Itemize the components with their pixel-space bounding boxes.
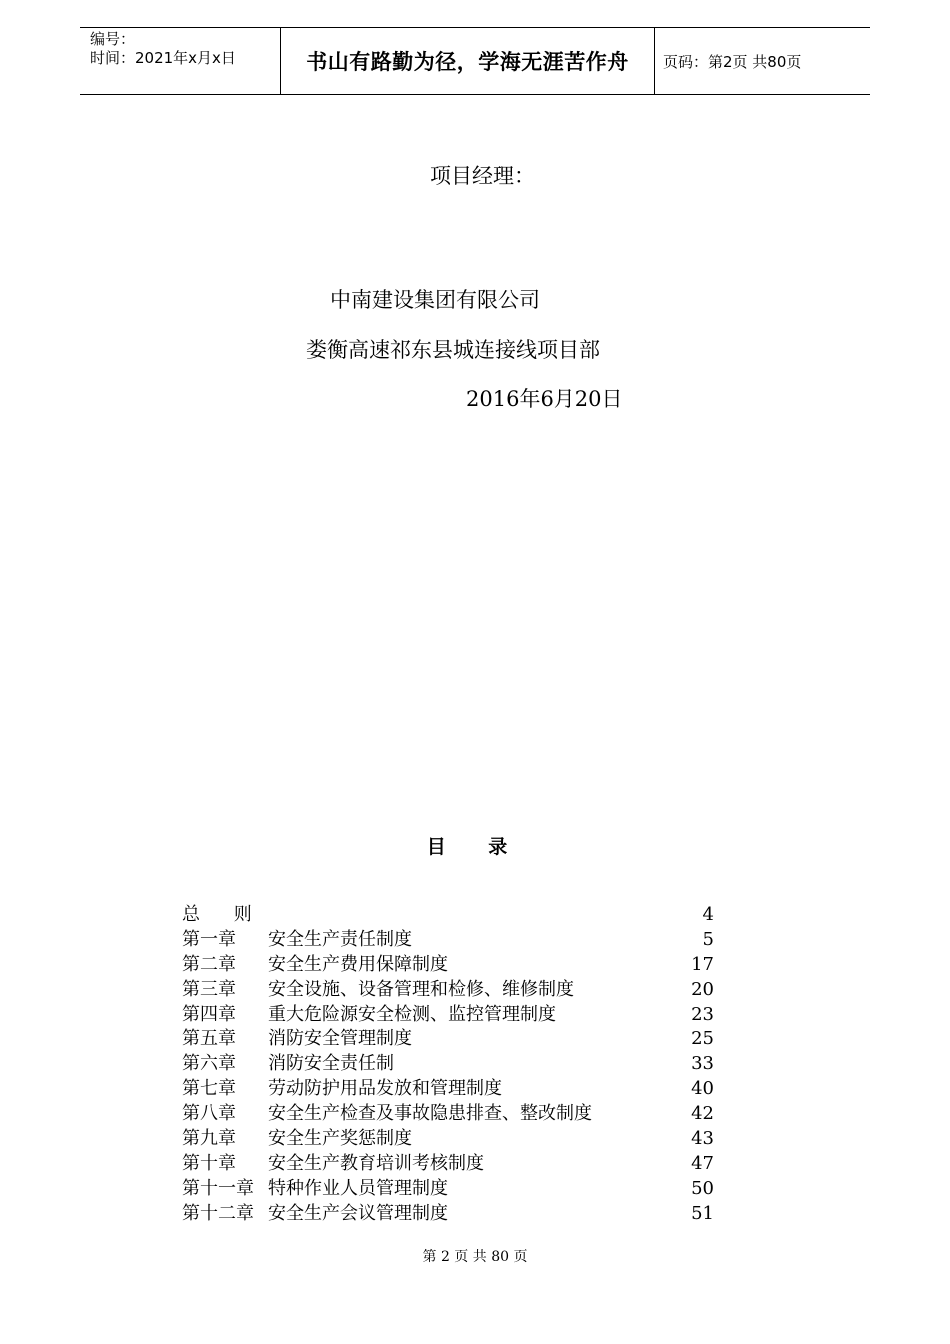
- toc-chapter: 第十二章: [182, 1202, 254, 1224]
- toc-page-number: 4: [702, 904, 714, 925]
- toc-chapter-name: 安全设施、设备管理和检修、维修制度: [268, 978, 574, 1000]
- toc-page-number: 51: [691, 1202, 714, 1224]
- toc-entry[interactable]: [182, 1077, 714, 1102]
- toc-entry[interactable]: [182, 903, 714, 928]
- toc-chapter-name: 安全生产奖惩制度: [268, 1128, 412, 1150]
- time-label: 时间：2021年x月x日: [90, 49, 236, 67]
- page-header: [80, 27, 870, 95]
- toc-chapter-name: 安全生产检查及事故隐患排查、整改制度: [268, 1103, 592, 1125]
- company-name: 中南建设集团有限公司: [330, 288, 540, 312]
- toc-page-number: 25: [691, 1028, 714, 1050]
- toc-entry[interactable]: [182, 953, 714, 978]
- toc-chapter: 第七章: [182, 1078, 236, 1100]
- toc-chapter: 第九章: [182, 1128, 236, 1150]
- toc-page-number: 17: [691, 953, 714, 975]
- toc-page-number: 5: [702, 928, 714, 950]
- toc-chapter-name: 消防安全管理制度: [268, 1028, 412, 1050]
- header-meta: [80, 28, 281, 94]
- toc-chapter-name: 劳动防护用品发放和管理制度: [268, 1078, 502, 1100]
- header-page-code: 页码：第2页 共80页: [663, 52, 802, 71]
- toc-entry[interactable]: [182, 1152, 714, 1177]
- project-manager-label: 项目经理：: [430, 164, 535, 188]
- toc-chapter: 第三章: [182, 978, 236, 1000]
- toc-entry[interactable]: [182, 1003, 714, 1028]
- toc-page-number: 50: [691, 1177, 714, 1199]
- toc-chapter: 总 则: [182, 904, 266, 925]
- toc-page-number: 20: [691, 978, 714, 1000]
- toc-entry[interactable]: [182, 978, 714, 1003]
- toc-chapter-name: 安全生产费用保障制度: [268, 953, 448, 975]
- toc-chapter: 第二章: [182, 953, 236, 975]
- toc-page-number: 40: [691, 1078, 714, 1100]
- page-footer: 第 2 页 共 80 页: [422, 1249, 528, 1265]
- toc-chapter: 第十一章: [182, 1177, 254, 1199]
- toc-entry[interactable]: [182, 928, 714, 953]
- toc-chapter-name: 安全生产责任制度: [268, 928, 412, 950]
- toc-chapter-name: 重大危险源安全检测、监控管理制度: [268, 1003, 556, 1025]
- document-date: 2016年6月20日: [466, 387, 623, 411]
- toc-page-number: 23: [691, 1003, 714, 1025]
- toc-chapter: 第六章: [182, 1053, 236, 1075]
- toc-chapter: 第一章: [182, 928, 236, 950]
- table-of-contents: [182, 903, 714, 1227]
- toc-page-number: 33: [691, 1053, 714, 1075]
- toc-chapter: 第十章: [182, 1152, 236, 1174]
- toc-entry[interactable]: [182, 1202, 714, 1227]
- toc-page-number: 42: [691, 1103, 714, 1125]
- toc-chapter: 第八章: [182, 1103, 236, 1125]
- toc-chapter-name: 安全生产会议管理制度: [268, 1202, 448, 1224]
- toc-chapter: 第五章: [182, 1028, 236, 1050]
- toc-chapter-name: 特种作业人员管理制度: [268, 1177, 448, 1199]
- toc-entry[interactable]: [182, 1102, 714, 1127]
- toc-entry[interactable]: [182, 1177, 714, 1202]
- toc-chapter-name: 消防安全责任制: [268, 1053, 394, 1075]
- toc-page-number: 47: [691, 1152, 714, 1174]
- header-motto: 书山有路勤为径，学海无涯苦作舟: [281, 28, 655, 94]
- toc-chapter-name: 安全生产教育培训考核制度: [268, 1152, 484, 1174]
- toc-entry[interactable]: [182, 1127, 714, 1152]
- serial-label: 编号：: [90, 30, 136, 48]
- toc-page-number: 43: [691, 1128, 714, 1150]
- toc-entry[interactable]: [182, 1027, 714, 1052]
- toc-entry[interactable]: [182, 1052, 714, 1077]
- department-name: 娄衡高速祁东县城连接线项目部: [306, 338, 600, 362]
- toc-chapter: 第四章: [182, 1003, 236, 1025]
- toc-title: 目 录: [426, 836, 526, 858]
